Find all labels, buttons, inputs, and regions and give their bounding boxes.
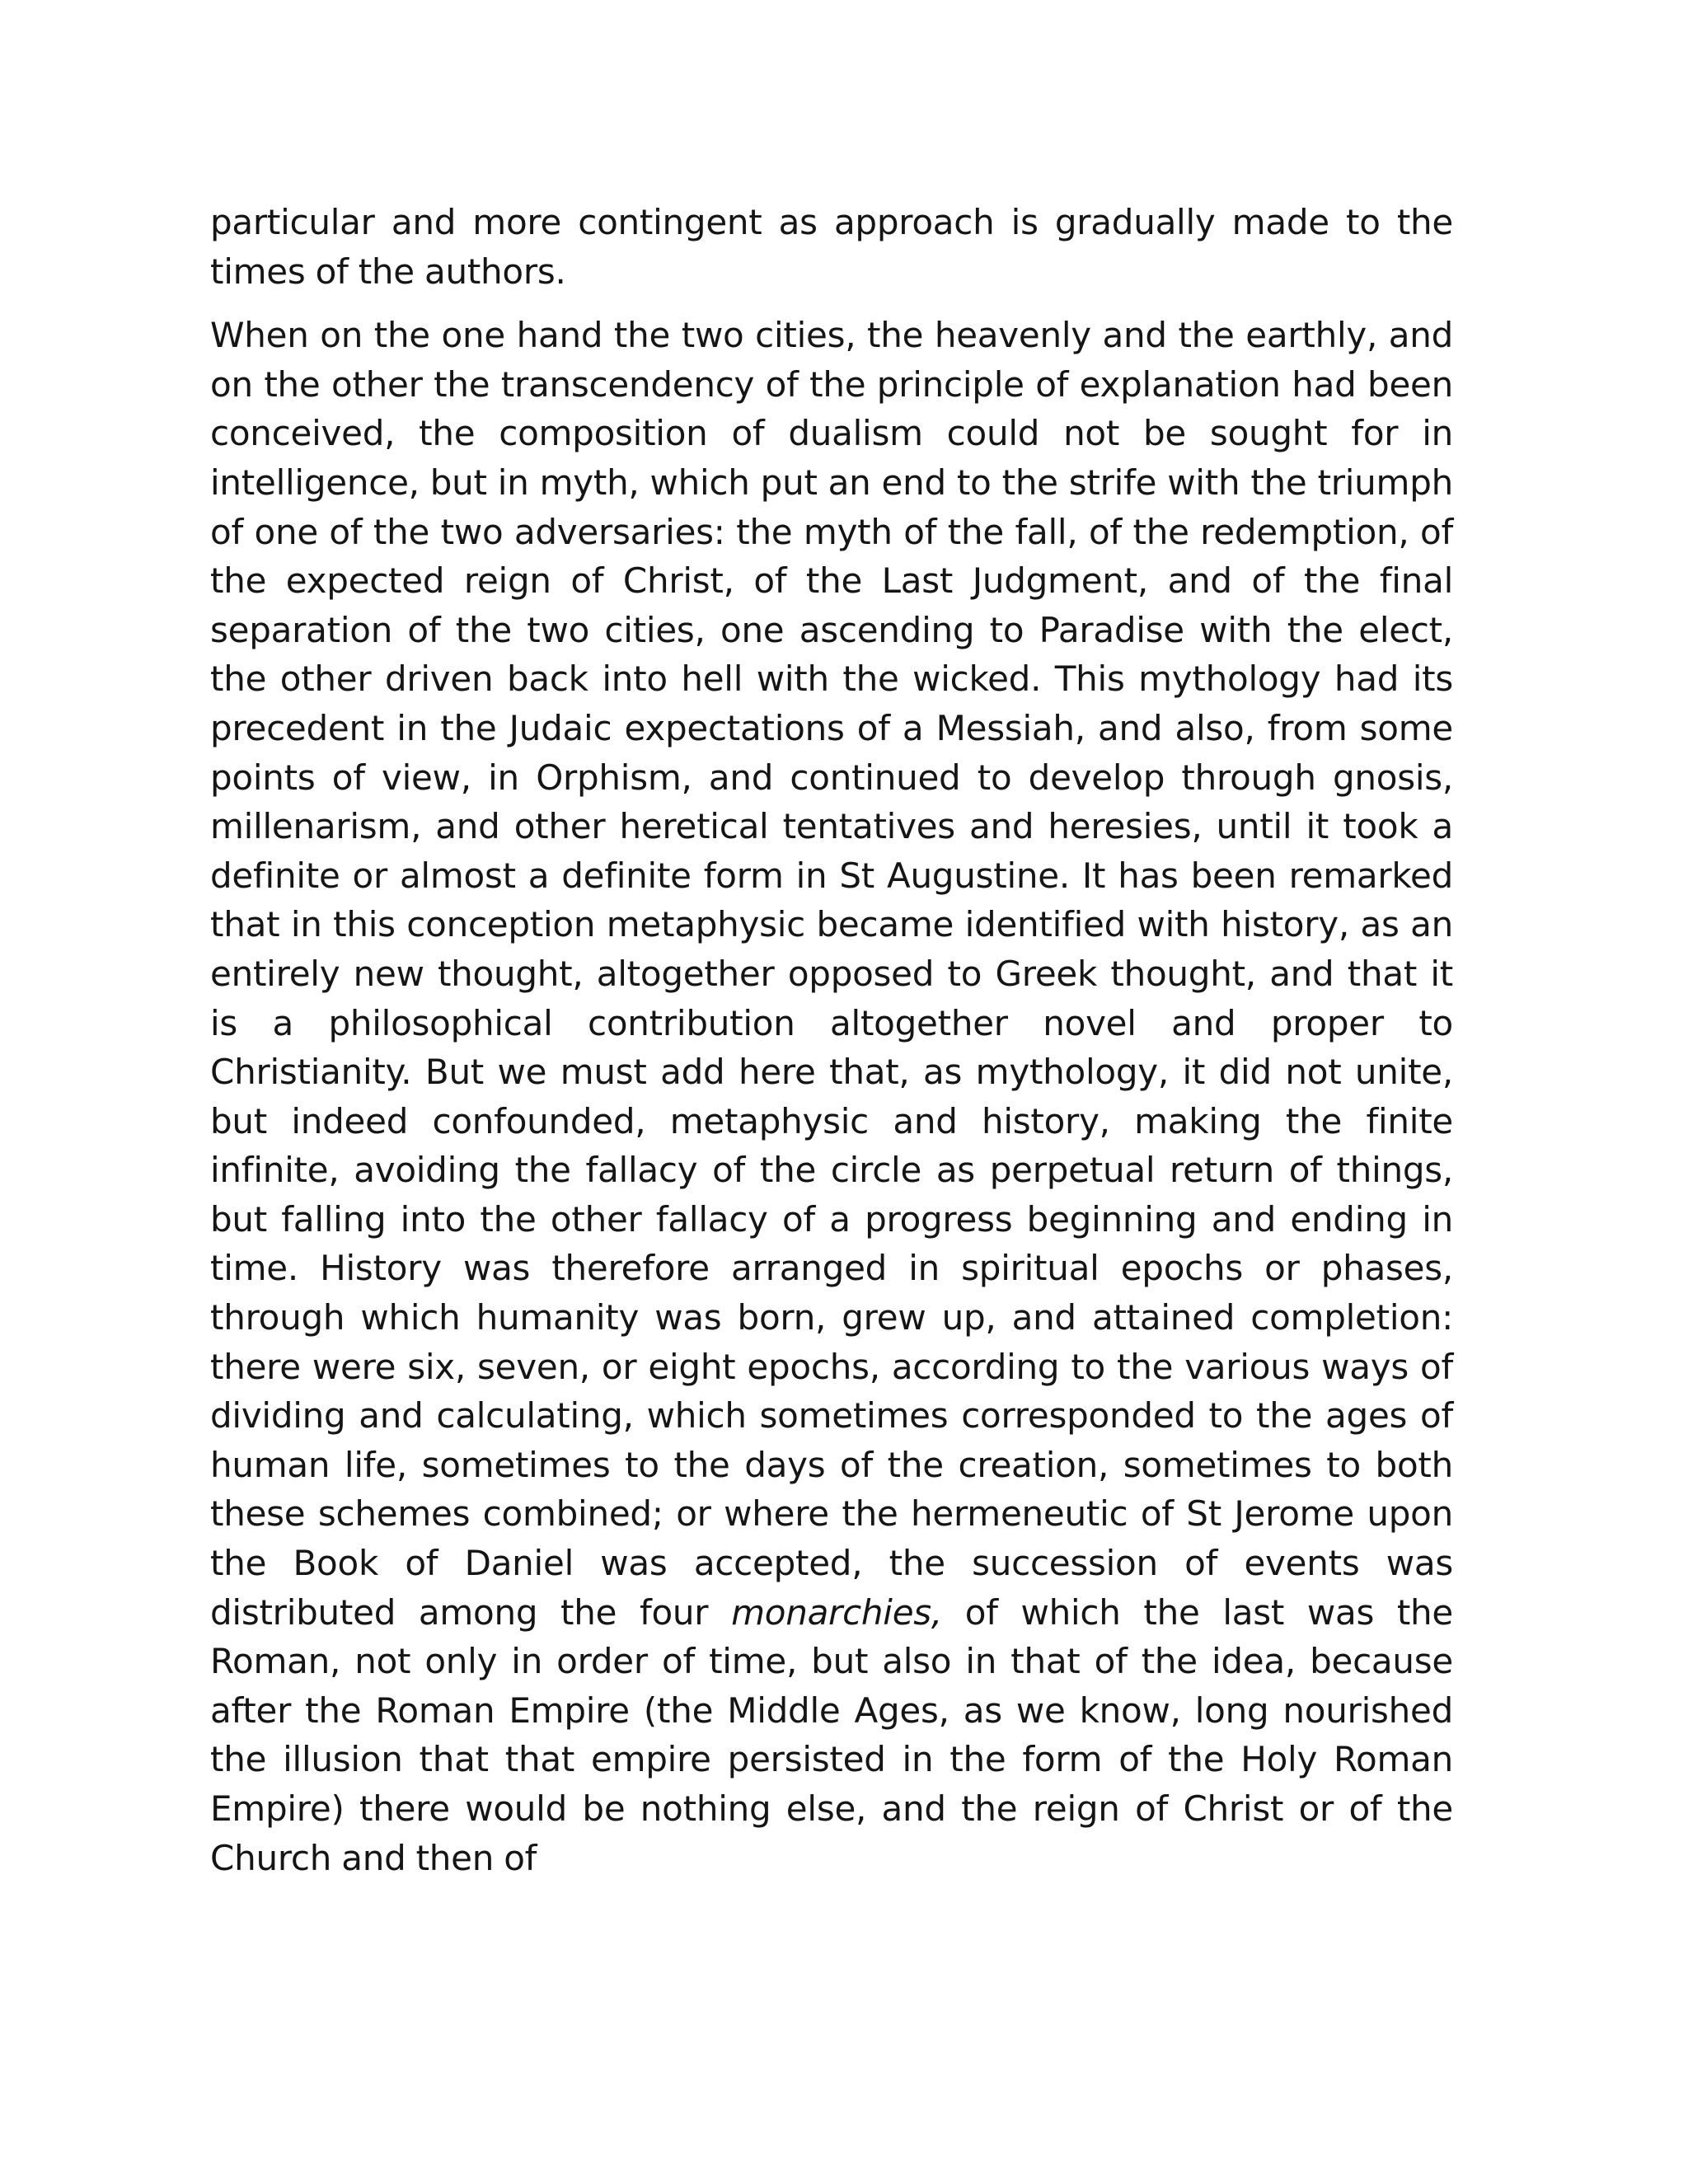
paragraph-1-text: particular and more contingent as approach is gradually made to the times of the authors.	[210, 202, 1453, 292]
page-body	[210, 198, 1453, 1897]
italic-term-monarchies: monarchies,	[731, 1591, 943, 1633]
paragraph-1	[210, 198, 1453, 296]
paragraph-2-text-end: of which the last was the Roman, not only in order of time, but also in that of the idea, because after the Roman Empire (the Middle Ages, as we know, long nourished the illusion that that empire persisted in the form of the Holy Roman Empire) there would be nothing else, and the reign of Christ or of the Church and then of	[210, 1591, 1454, 1878]
paragraph-2	[210, 311, 1453, 1882]
paragraph-2-text-start: When on the one hand the two cities, the heavenly and the earthly, and on the other the transcendency of the principle of explanation had been conceived, the composition of dualism could not be sought for in intelligence, but in myth, which put an end to the strife with the triumph of one of the two adversaries: the myth of the fall, of the redemption, of the expected reign of Christ, of the Last Judgment, and of the final separation of the two cities, one ascending to Paradise with the elect, the other driven back into hell with the wicked. This mythology had its precedent in the Judaic expectations of a Messiah, and also, from some points of view, in Orphism, and continued to develop through gnosis, millenarism, and other heretical tentatives and heresies, until it took a definite or almost a definite form in St Augustine. It has been remarked that in this conception metaphysic became identified with history, as an entirely new thought, altogether opposed to Greek thought, and that it is a philosophical contribution altogether novel and proper to Christianity. But we must add here that, as mythology, it did not unite, but indeed confounded, metaphysic and history, making the finite infinite, avoiding the fallacy of the circle as perpetual return of things, but falling into the other fallacy of a progress beginning and ending in time. History was therefore arranged in spiritual epochs or phases, through which humanity was born, grew up, and attained completion: there were six, seven, or eight epochs, according to the various ways of dividing and calculating, which sometimes corresponded to the ages of human life, sometimes to the days of the creation, sometimes to both these schemes combined; or where the hermeneutic of St Jerome upon the Book of Daniel was accepted, the succession of events was distributed among the four	[210, 315, 1453, 1633]
